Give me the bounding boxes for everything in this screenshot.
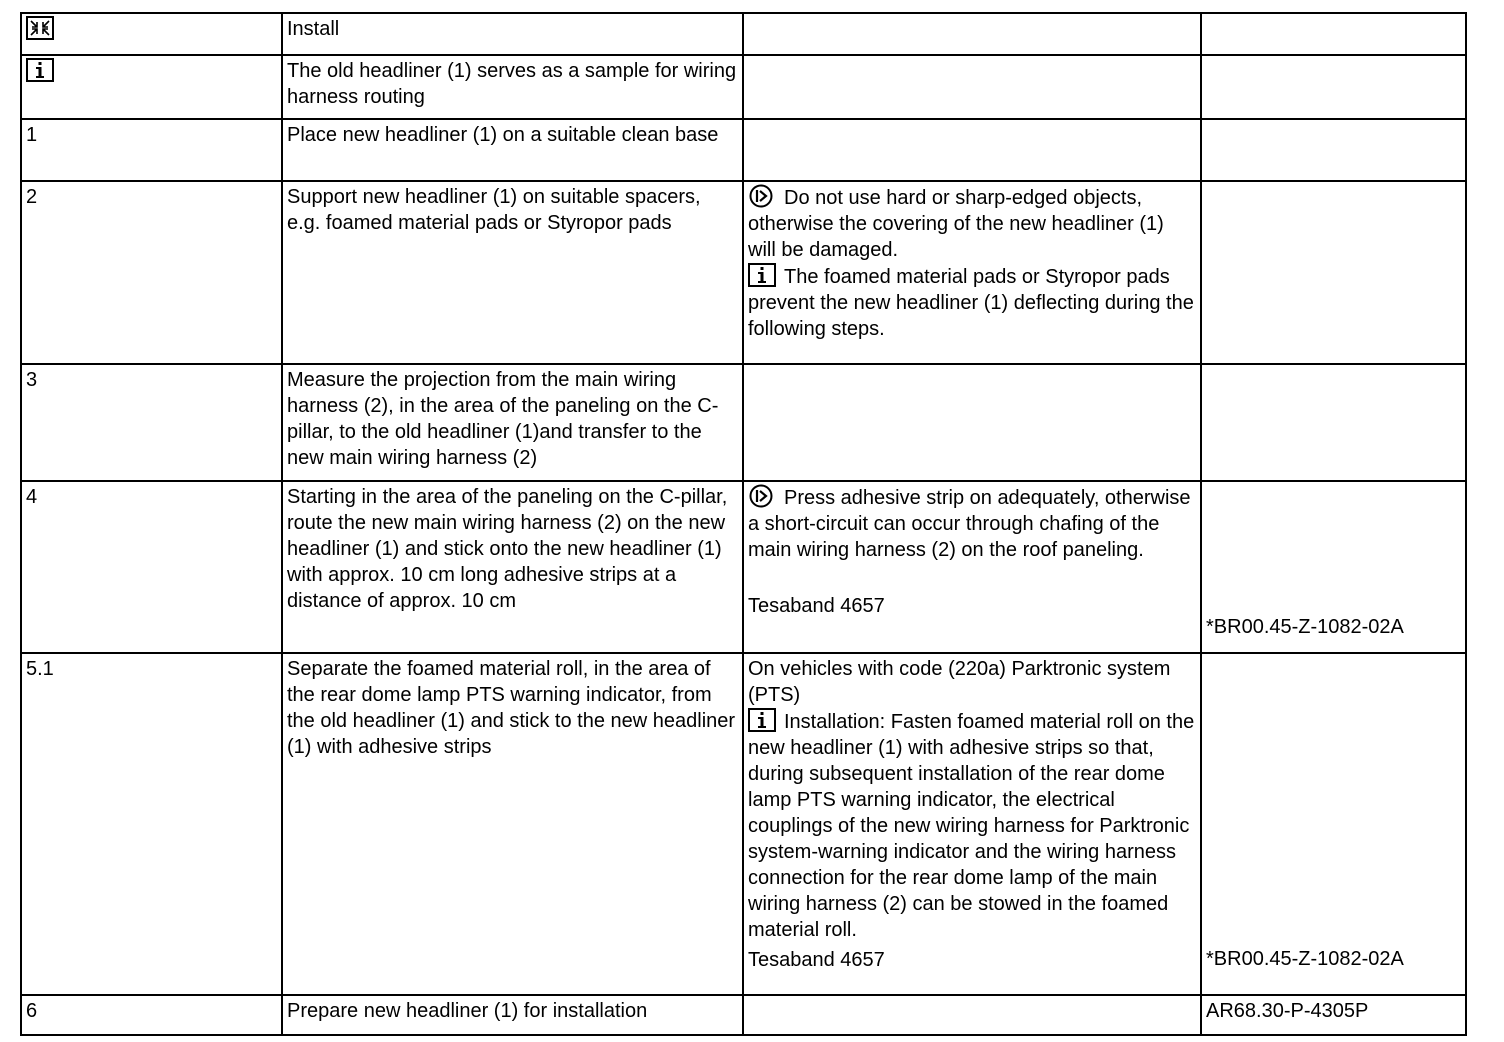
reference-text: *BR00.45-Z-1082-02A [1206, 948, 1404, 970]
reference-text: *BR00.45-Z-1082-02A [1206, 616, 1404, 638]
caution-text: Press adhesive strip on adequately, otherwise a short-circuit can occur through chafing of the main wiring harness (2) on the roof paneling. [748, 487, 1191, 561]
instruction-cell: Separate the foamed material roll, in the area of the rear dome lamp PTS warning indicator, from the old headliner (1) and stick to the new headliner (1) with adhesive strips [282, 653, 743, 995]
step-cell [21, 13, 282, 55]
step-cell [21, 55, 282, 119]
table-row [21, 119, 1466, 181]
caution-note [748, 484, 1196, 563]
notes-cell [743, 119, 1201, 181]
notes-cell [743, 55, 1201, 119]
install-arrows-icon [26, 16, 54, 40]
info-note [748, 263, 1196, 342]
notes-cell [743, 13, 1201, 55]
caution-text: Do not use hard or sharp-edged objects, otherwise the covering of the new headliner (1) will be damaged. [748, 187, 1164, 261]
info-icon [748, 708, 776, 732]
instruction-cell: Support new headliner (1) on suitable spacers, e.g. foamed material pads or Styropor pads [282, 181, 743, 364]
reference-cell [1201, 181, 1466, 364]
step-number: 6 [21, 995, 282, 1035]
instruction-cell: Measure the projection from the main wiring harness (2), in the area of the paneling on the C-pillar, to the old headliner (1)and transfer to the new main wiring harness (2) [282, 364, 743, 481]
instruction-cell: Install [282, 13, 743, 55]
notes-cell [743, 181, 1201, 364]
table-row [21, 995, 1466, 1035]
notes-cell [743, 995, 1201, 1035]
reference-cell [1201, 653, 1466, 995]
material-text: Tesaband 4657 [748, 949, 885, 971]
caution-icon [748, 184, 776, 208]
step-number: 4 [21, 481, 282, 653]
reference-cell [1201, 119, 1466, 181]
info-note [748, 708, 1196, 943]
info-icon [748, 263, 776, 287]
step-number: 3 [21, 364, 282, 481]
notes-cell [743, 364, 1201, 481]
procedure-table [20, 12, 1467, 1036]
reference-cell: AR68.30-P-4305P [1201, 995, 1466, 1035]
condition-text: On vehicles with code (220a) Parktronic system (PTS) [748, 658, 1171, 706]
instruction-cell: Starting in the area of the paneling on the C-pillar, route the new main wiring harness (2) on the new headliner (1) and stick onto the new headliner (1) with approx. 10 cm long adhesive strips at a distance of approx. 10 cm [282, 481, 743, 653]
step-number: 5.1 [21, 653, 282, 995]
caution-note [748, 184, 1196, 263]
table-row [21, 653, 1466, 995]
table-row [21, 55, 1466, 119]
table-row [21, 481, 1466, 653]
table-row [21, 13, 1466, 55]
info-text: The foamed material pads or Styropor pads prevent the new headliner (1) deflecting during the following steps. [748, 266, 1194, 340]
info-text: Installation: Fasten foamed material roll on the new headliner (1) with adhesive strips so that, during subsequent installation of the rear dome lamp PTS warning indicator, the electrical couplings of the new wiring harness for Parktronic system-warning indicator and the wiring harness connection for the rear dome lamp of the main wiring harness (2) can be stowed in the foamed material roll. [748, 711, 1195, 941]
reference-cell [1201, 364, 1466, 481]
notes-cell [743, 481, 1201, 653]
instruction-cell: The old headliner (1) serves as a sample for wiring harness routing [282, 55, 743, 119]
notes-cell [743, 653, 1201, 995]
instruction-cell: Place new headliner (1) on a suitable clean base [282, 119, 743, 181]
table-row [21, 181, 1466, 364]
info-icon [26, 58, 54, 82]
step-number: 1 [21, 119, 282, 181]
table-row [21, 364, 1466, 481]
reference-cell [1201, 13, 1466, 55]
reference-cell [1201, 55, 1466, 119]
material-text: Tesaband 4657 [748, 595, 885, 617]
instruction-cell: Prepare new headliner (1) for installation [282, 995, 743, 1035]
caution-icon [748, 484, 776, 508]
step-number: 2 [21, 181, 282, 364]
reference-cell [1201, 481, 1466, 653]
